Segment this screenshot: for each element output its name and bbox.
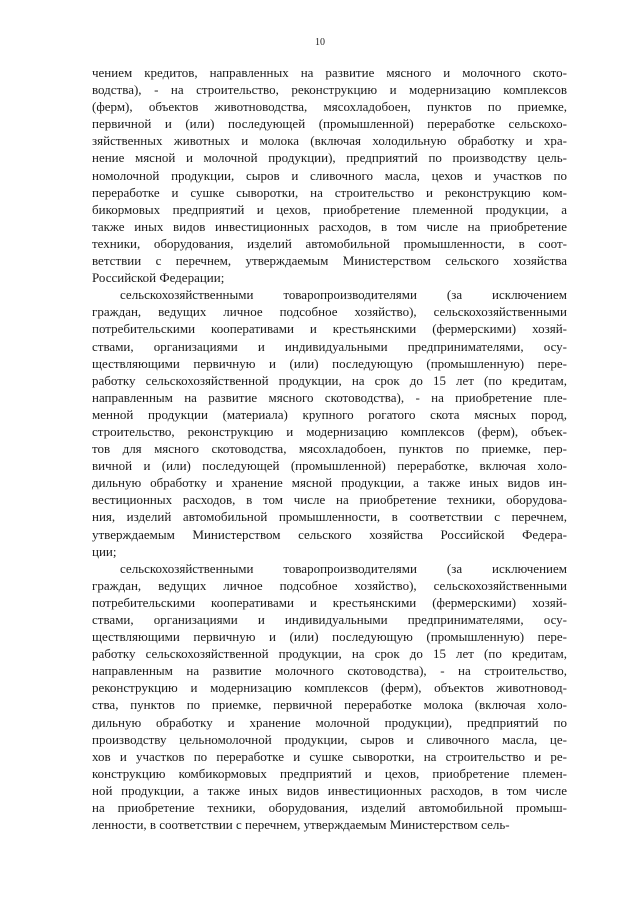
text-line: вестиционных расходов, в том числе на приобретение техники, оборудова- [92,492,567,508]
text-line: (ферм), объектов животноводства, мясохладобоен, пунктов по приемке, [92,99,567,115]
text-line: направленным на развитие молочного скотоводства), - на строительство, [92,663,567,679]
text-line: также иных видов инвестиционных расходов, в том числе на приобретение [92,218,567,234]
text-line: ветствии с перечнем, утверждаемым Министерством сельского хозяйства [92,253,567,269]
text-line: Российской Федерации; [92,270,225,286]
text-line: ществляющими первичную и (или) последующую (промышленную) пере- [92,629,567,645]
text-line: переработке и сушке сыворотки, на строительство и реконструкцию ком- [92,184,567,200]
text-line: работку сельскохозяйственной продукции, на срок до 15 лет (по кредитам, [92,372,567,388]
text-line: ции; [92,543,117,559]
text-line: конструкцию комбикормовых предприятий и цехов, приобретение племен- [92,765,567,781]
text-line: номолочной продукции, сыров и сливочного масла, цехов и участков по [92,167,567,183]
text-line: ства, пунктов по приемке, первичной переработке молока (включая холо- [92,697,567,713]
text-line: реконструкцию и модернизацию комплексов (ферм), объектов животновод- [92,680,567,696]
text-line: тов для мясного скотоводства, мясохладобоен, пунктов по приемке, пер- [92,441,567,457]
paragraph [92,560,567,834]
text-line: направленным на развитие мясного скотоводства), - на приобретение пле- [92,389,567,405]
text-line: нение мясной и молочной продукции), предприятий по производству цель- [92,150,567,166]
text-line: дильную обработку и хранение мясной продукции, а также иных видов ин- [92,475,567,491]
text-line: ствами, организациями и индивидуальными предпринимателями, осу- [92,612,567,627]
text-line: ствами, организациями и индивидуальными предпринимателями, осу- [92,338,567,354]
text-line: граждан, ведущих личное подсобное хозяйство), сельскохозяйственными [92,304,567,320]
text-line: ленности, в соответствии с перечнем, утверждаемым Министерством сель- [92,817,510,833]
text-line: ной продукции, а также иных видов инвестиционных расходов, в том числе [92,782,567,798]
text-line: на приобретение техники, оборудования, изделий автомобильной промыш- [92,800,567,816]
text-line: бикормовых предприятий и цехов, приобретение племенной продукции, а [92,201,567,217]
text-line: чением кредитов, направленных на развитие мясного и молочного ското- [92,65,567,80]
document-body [92,64,567,833]
text-line: работку сельскохозяйственной продукции, на срок до 15 лет (по кредитам, [92,646,567,662]
text-line: граждан, ведущих личное подсобное хозяйство), сельскохозяйственными [92,577,567,593]
text-line: менной продукции (материала) крупного рогатого скота мясных пород, [92,406,567,422]
paragraph [92,286,567,560]
text-line: сельскохозяйственными товаропроизводителями (за исключением [120,287,567,303]
text-line: водства), - на строительство, реконструкцию и модернизацию комплексов [92,82,567,98]
text-line: утверждаемым Министерством сельского хозяйства Российской Федера- [92,526,567,542]
paragraph [92,64,567,286]
text-line: зяйственных животных и молока (включая холодильную обработку и хра- [92,133,567,149]
text-line: ществляющими первичную и (или) последующую (промышленную) пере- [92,355,567,371]
text-line: сельскохозяйственными товаропроизводителями (за исключением [120,560,567,576]
text-line: потребительскими кооперативами и крестьянскими (фермерскими) хозяй- [92,321,567,337]
page-number: 10 [315,37,325,48]
text-line: хов и участков по переработке и сушке сыворотки, на строительство и ре- [92,748,567,764]
text-line: ния, изделий автомобильной промышленности, в соответствии с перечнем, [92,509,567,525]
text-line: техники, оборудования, изделий автомобильной промышленности, в соот- [92,235,567,251]
text-line: потребительскими кооперативами и крестьянскими (фермерскими) хозяй- [92,594,567,610]
text-line: первичной и (или) последующей (промышленной) переработке сельскохо- [92,116,567,132]
text-line: производству цельномолочной продукции, сыров и сливочного масла, це- [92,731,567,747]
text-line: строительство, реконструкцию и модернизацию комплексов (ферм), объек- [92,423,567,439]
text-line: вичной и (или) последующей (промышленной) переработке, включая холо- [92,458,567,474]
text-line: дильную обработку и хранение молочной продукции), предприятий по [92,714,567,730]
